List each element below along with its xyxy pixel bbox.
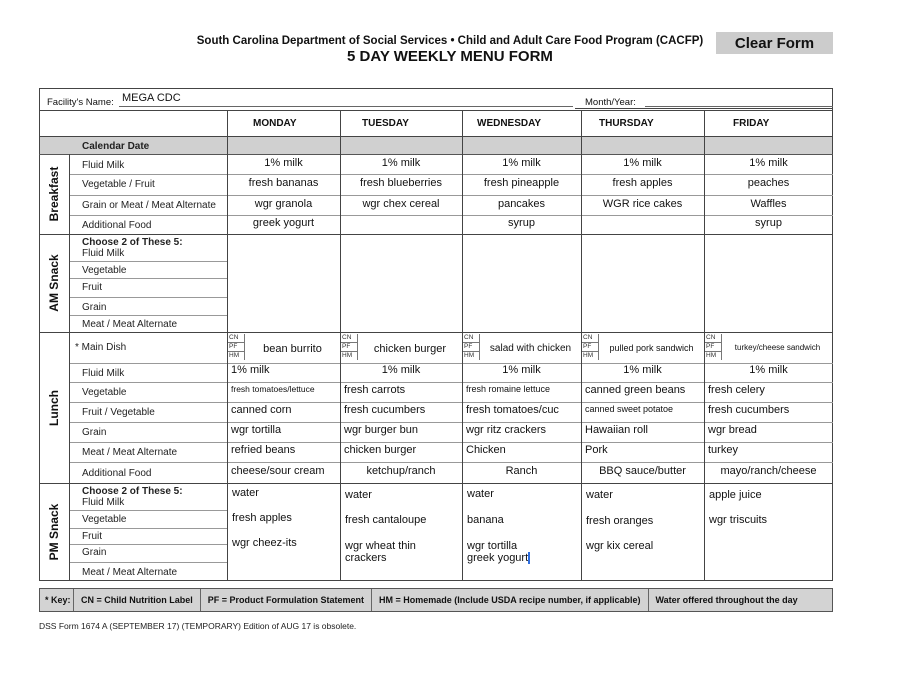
pm-snack-entry-wednesday[interactable]: greek yogurt [467, 552, 529, 564]
pm-snack-label: Vegetable [82, 514, 127, 525]
lunch-cell-wednesday[interactable]: fresh tomatoes/cuc [466, 404, 559, 416]
pm-snack-entry-monday[interactable]: wgr cheez-its [232, 537, 297, 549]
lunch-row-label: Meat / Meat Alternate [82, 447, 178, 458]
lunch-cell-thursday[interactable]: canned green beans [585, 384, 686, 396]
am-snack-cell-thursday[interactable] [583, 237, 702, 330]
breakfast-cell-friday[interactable]: peaches [747, 177, 790, 189]
pm-snack-entry-thursday[interactable]: wgr kix cereal [586, 540, 654, 552]
breakfast-cell-thursday[interactable]: fresh apples [612, 177, 673, 189]
main-dish-monday[interactable]: bean burrito [263, 343, 322, 355]
breakfast-cell-thursday[interactable]: WGR rice cakes [602, 198, 683, 210]
agency-text: South Carolina Department of Social Services • Child and Adult Care Food Program (CACFP) [196, 35, 704, 47]
breakfast-row-label: Additional Food [82, 220, 152, 231]
key-pf: PF = Product Formulation Statement [201, 589, 372, 611]
facility-name-label: Facility's Name: [47, 97, 114, 108]
am-snack-cell-tuesday[interactable] [342, 237, 460, 330]
lunch-cell-thursday[interactable]: canned sweet potatoe [585, 404, 674, 414]
main-dish-pf-checkbox[interactable]: PF [582, 343, 599, 352]
am-snack-label: Fruit [82, 282, 102, 293]
breakfast-cell-tuesday[interactable]: wgr chex cereal [362, 198, 440, 210]
main-dish-pf-checkbox[interactable]: PF [341, 343, 358, 352]
lunch-cell-tuesday[interactable]: fresh cucumbers [344, 404, 426, 416]
main-dish-cn-checkbox[interactable]: CN [228, 334, 245, 343]
breakfast-cell-wednesday[interactable]: 1% milk [502, 157, 541, 169]
lunch-cell-tuesday[interactable]: ketchup/ranch [366, 465, 436, 477]
pm-snack-entry-tuesday[interactable]: wgr wheat thin [345, 540, 416, 552]
breakfast-row-label: Fluid Milk [82, 160, 125, 171]
lunch-cell-monday[interactable]: canned corn [231, 404, 292, 416]
pm-snack-label: Fluid Milk [82, 497, 125, 508]
key-hm: HM = Homemade (Include USDA recipe number, if applicable) [372, 589, 648, 611]
pm-snack-entry-tuesday[interactable]: fresh cantaloupe [345, 514, 427, 526]
breakfast-cell-tuesday[interactable]: 1% milk [381, 157, 421, 169]
breakfast-cell-wednesday[interactable]: pancakes [497, 198, 546, 210]
breakfast-cell-tuesday[interactable]: fresh blueberries [360, 177, 442, 189]
breakfast-cell-monday[interactable]: 1% milk [264, 157, 303, 169]
main-dish-thursday[interactable]: pulled pork sandwich [609, 343, 694, 353]
lunch-row-label: Grain [82, 427, 107, 438]
pm-snack-entry-friday[interactable]: wgr triscuits [709, 514, 768, 526]
clear-form-button[interactable]: Clear Form [716, 32, 833, 54]
lunch-cell-friday[interactable]: fresh celery [708, 384, 765, 396]
lunch-cell-tuesday[interactable]: chicken burger [344, 444, 417, 456]
breakfast-cell-wednesday[interactable]: syrup [508, 217, 535, 229]
breakfast-cell-wednesday[interactable]: fresh pineapple [483, 177, 560, 189]
lunch-cell-friday[interactable]: wgr bread [708, 424, 757, 436]
cn-pf-hm-checkboxes [705, 334, 722, 360]
lunch-cell-friday[interactable]: turkey [708, 444, 738, 456]
day-header-monday: MONDAY [253, 118, 297, 129]
pm-snack-label: Meat / Meat Alternate [82, 567, 178, 578]
lunch-cell-thursday[interactable]: Pork [585, 444, 608, 456]
main-dish-hm-checkbox[interactable]: HM [228, 352, 245, 360]
main-dish-cn-checkbox[interactable]: CN [705, 334, 722, 343]
pm-snack-entry-wednesday[interactable]: wgr tortilla [467, 540, 518, 552]
main-dish-cn-checkbox[interactable]: CN [341, 334, 358, 343]
lunch-row-label: Additional Food [82, 468, 152, 479]
pm-snack-entry-friday[interactable]: apple juice [709, 489, 762, 501]
pm-snack-label: Fruit [82, 531, 102, 542]
cn-pf-hm-checkboxes [582, 334, 599, 360]
lunch-cell-monday[interactable]: 1% milk [231, 364, 270, 376]
am-snack-cell-monday[interactable] [229, 237, 338, 330]
lunch-cell-friday[interactable]: fresh cucumbers [708, 404, 790, 416]
breakfast-section-label: Breakfast [47, 166, 61, 222]
main-dish-pf-checkbox[interactable]: PF [705, 343, 722, 352]
form-title: 5 DAY WEEKLY MENU FORM [347, 48, 553, 65]
cn-pf-hm-checkboxes [463, 334, 480, 360]
lunch-cell-tuesday[interactable]: 1% milk [381, 364, 421, 376]
lunch-cell-thursday[interactable]: Hawaiian roll [585, 424, 648, 436]
pm-snack-entry-thursday[interactable]: fresh oranges [586, 515, 654, 527]
lunch-row-label: Fluid Milk [82, 368, 125, 379]
breakfast-cell-monday[interactable]: greek yogurt [252, 217, 315, 229]
key-label: * Key: [40, 589, 74, 611]
lunch-cell-wednesday[interactable]: wgr ritz crackers [466, 424, 547, 436]
facility-name-field[interactable]: MEGA CDC [122, 92, 181, 104]
breakfast-cell-monday[interactable]: fresh bananas [248, 177, 319, 189]
pm-snack-label: Grain [82, 547, 107, 558]
pm-snack-section-label: PM Snack [47, 503, 61, 561]
lunch-cell-tuesday[interactable]: wgr burger bun [344, 424, 418, 436]
pm-snack-entry-wednesday[interactable]: banana [467, 514, 504, 526]
am-snack-label: Meat / Meat Alternate [82, 319, 178, 330]
lunch-cell-monday[interactable]: fresh tomatoes/lettuce [231, 384, 315, 394]
pm-snack-choose-label: Choose 2 of These 5: [82, 486, 183, 497]
cn-pf-hm-checkboxes [228, 334, 245, 360]
main-dish-wednesday[interactable]: salad with chicken [489, 343, 572, 354]
main-dish-pf-checkbox[interactable]: PF [228, 343, 245, 352]
lunch-section-label: Lunch [47, 390, 61, 426]
breakfast-cell-friday[interactable]: syrup [755, 217, 782, 229]
lunch-cell-wednesday[interactable]: fresh romaine lettuce [466, 384, 551, 394]
lunch-row-label: Fruit / Vegetable [82, 407, 155, 418]
pm-snack-entry-tuesday[interactable]: crackers [345, 552, 387, 564]
cn-pf-hm-checkboxes [341, 334, 358, 360]
breakfast-cell-monday[interactable]: wgr granola [254, 198, 313, 210]
am-snack-label: Fluid Milk [82, 248, 125, 259]
am-snack-choose-label: Choose 2 of These 5: [82, 237, 183, 248]
key-bar [39, 588, 833, 612]
text-cursor [528, 552, 530, 564]
breakfast-cell-friday[interactable]: 1% milk [749, 157, 788, 169]
main-dish-cn-checkbox[interactable]: CN [582, 334, 599, 343]
breakfast-row-label: Vegetable / Fruit [82, 179, 155, 190]
am-snack-section-label: AM Snack [47, 254, 61, 312]
main-dish-label: * Main Dish [75, 342, 127, 353]
am-snack-label: Grain [82, 302, 107, 313]
main-dish-cn-checkbox[interactable]: CN [463, 334, 480, 343]
lunch-cell-wednesday[interactable]: Ranch [505, 465, 538, 477]
form-footer: DSS Form 1674 A (SEPTEMBER 17) (TEMPORARY) Edition of AUG 17 is obsolete. [39, 621, 357, 631]
lunch-cell-friday[interactable]: mayo/ranch/cheese [720, 465, 817, 477]
key-cn: CN = Child Nutrition Label [74, 589, 201, 611]
day-header-thursday: THURSDAY [599, 118, 654, 129]
am-snack-label: Vegetable [82, 265, 127, 276]
lunch-row-label: Vegetable [82, 387, 127, 398]
day-header-wednesday: WEDNESDAY [477, 118, 542, 129]
pm-snack-entry-monday[interactable]: fresh apples [232, 512, 292, 524]
lunch-cell-tuesday[interactable]: fresh carrots [344, 384, 406, 396]
pm-snack-entry-monday[interactable]: water [232, 487, 259, 499]
breakfast-cell-thursday[interactable]: 1% milk [623, 157, 662, 169]
day-header-tuesday: TUESDAY [362, 118, 409, 129]
main-dish-friday[interactable]: turkey/cheese sandwich [734, 343, 821, 352]
lunch-cell-wednesday[interactable]: 1% milk [502, 364, 541, 376]
key-water: Water offered throughout the day [655, 595, 798, 605]
month-year-label: Month/Year: [585, 97, 636, 108]
lunch-cell-wednesday[interactable]: Chicken [466, 444, 506, 456]
month-year-field[interactable] [645, 93, 830, 105]
main-dish-pf-checkbox[interactable]: PF [463, 343, 480, 352]
lunch-cell-thursday[interactable]: 1% milk [623, 364, 662, 376]
am-snack-cell-friday[interactable] [706, 237, 831, 330]
main-dish-hm-checkbox[interactable]: HM [582, 352, 599, 360]
breakfast-cell-friday[interactable]: Waffles [750, 198, 787, 210]
lunch-cell-monday[interactable]: wgr tortilla [231, 424, 282, 436]
pm-snack-entry-tuesday[interactable]: water [345, 489, 372, 501]
calendar-date-label: Calendar Date [82, 141, 150, 152]
lunch-cell-friday[interactable]: 1% milk [749, 364, 788, 376]
pm-snack-entry-wednesday[interactable]: water [467, 488, 494, 500]
day-header-friday: FRIDAY [733, 118, 770, 129]
am-snack-cell-wednesday[interactable] [464, 237, 579, 330]
lunch-cell-monday[interactable]: refried beans [231, 444, 296, 456]
lunch-cell-thursday[interactable]: BBQ sauce/butter [599, 465, 686, 477]
main-dish-tuesday[interactable]: chicken burger [373, 343, 447, 355]
main-dish-hm-checkbox[interactable]: HM [463, 352, 480, 360]
lunch-cell-monday[interactable]: cheese/sour cream [231, 465, 325, 477]
main-dish-hm-checkbox[interactable]: HM [705, 352, 722, 360]
pm-snack-entry-thursday[interactable]: water [586, 489, 613, 501]
breakfast-row-label: Grain or Meat / Meat Alternate [82, 200, 216, 211]
main-dish-hm-checkbox[interactable]: HM [341, 352, 358, 360]
